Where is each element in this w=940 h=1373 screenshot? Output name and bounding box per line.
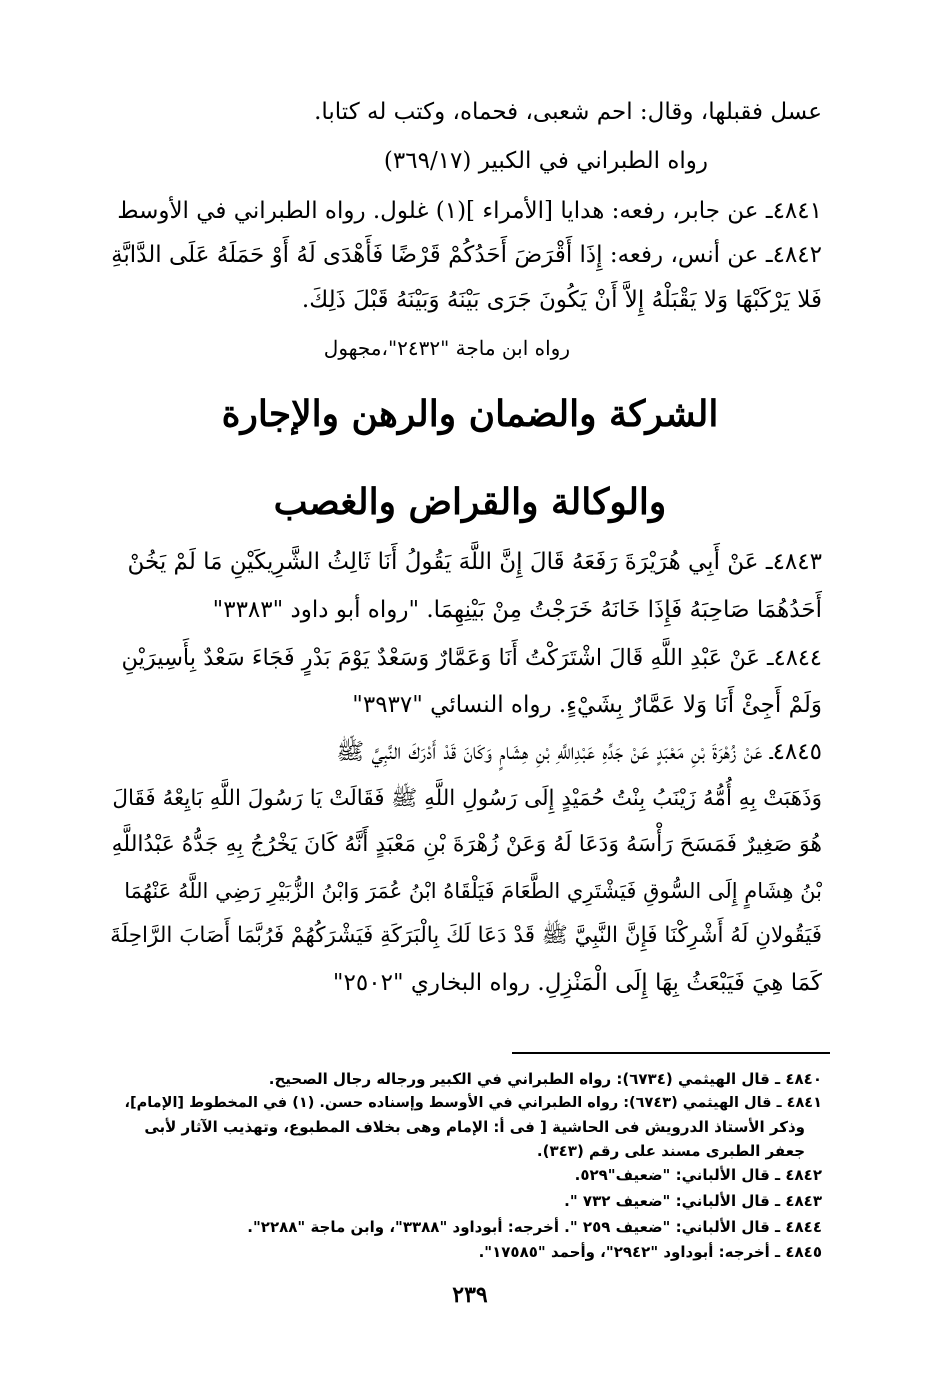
footnote-4842: ٤٨٤٢ ـ قال الألباني: "ضعيف"٥٢٩. <box>574 1166 822 1184</box>
text-line: عسل فقبلها، وقال: احم شعبى، فحماه، وكتب له كتابا. <box>314 99 822 125</box>
citation-line: رواه الطبراني في الكبير (٣٦٩/١٧) <box>383 148 708 174</box>
hadith-4844: ٤٨٤٤ـ عَنْ عَبْدِ اللَّهِ قَالَ اشْتَرَكْتُ أَنَا وَعَمَّارٌ وَسَعْدٌ يَوْمَ بَدْرٍ فَجَاءَ سَعْدٌ بِأَسِيرَيْنِ <box>121 645 822 671</box>
text-line: فَلا يَرْكَبْهَا وَلا يَقْبَلْهُ إِلاَّ أَنْ يَكُونَ جَرَى بَيْنَهُ وَبَيْنَهُ قَبْلَ ذَلِكَ. <box>301 287 822 313</box>
footnote-4841: ٤٨٤١ ـ قال الهيثمي (٦٧٤٣): رواه الطبراني في الأوسط وإسناده حسن. (١) في المخطوط [الإمام]، <box>124 1095 822 1111</box>
text-line: بْنُ هِشَامٍ إِلَى السُّوقِ فَيَشْتَرِي الطَّعَامَ فَيَلْقَاهُ ابْنُ عُمَرَ وَابْنُ الزُّبَيْرِ رَضِي اللَّهُ عَنْهُمَا <box>124 879 822 903</box>
chapter-heading-line-2: والوكالة والقراض والغصب <box>273 481 667 523</box>
text-line: وَلَمْ أَجِئْ أَنَا وَلا عَمَّارٌ بِشَيْءٍ. رواه النسائي "٣٩٣٧" <box>352 692 822 718</box>
hadith-4841: ٤٨٤١ـ عن جابر، رفعه: هدايا [الأمراء ](١) غلول. رواه الطبراني في الأوسط <box>117 198 822 224</box>
text-line: وَذَهَبَتْ بِهِ أُمُّهُ زَيْنَبُ بِنْتُ حُمَيْدٍ إِلَى رَسُولِ اللَّهِ ﷺ فَقَالَتْ يَا رَسُولَ اللَّهِ بَايِعْهُ فَقَالَ <box>112 786 822 811</box>
hadith-4843: ٤٨٤٣ـ عَنْ أَبِي هُرَيْرَةَ رَفَعَهُ قَالَ إِنَّ اللَّهَ يَقُولُ أَنَا ثَالِثُ الشَّرِيكَيْنِ مَا لَمْ يَخُنْ <box>127 549 822 575</box>
footnote-text: وذكر الأستاذ الدرويش فى الحاشية [ فى أ: الإمام وهى بخلاف المطبوع، وتهذيب الآثار لأبى <box>144 1118 805 1136</box>
footnote-4844: ٤٨٤٤ ـ قال الألباني: "ضعيف ٢٥٩ ". أخرجه: أبوداود "٣٣٨٨"، وابن ماجة "٢٢٨٨". <box>247 1218 822 1236</box>
footnote-4840: ٤٨٤٠ ـ قال الهيثمي (٦٧٣٤): رواه الطبراني في الكبير ورجاله رجال الصحيح. <box>268 1070 822 1088</box>
footnote-4843: ٤٨٤٣ ـ قال الألباني: "ضعيف ٧٣٢ ". <box>564 1192 822 1210</box>
chapter-heading-line-1: الشركة والضمان والرهن والإجارة <box>221 393 719 435</box>
footnote-divider <box>512 1052 830 1054</box>
text-line: فَيَقُولانِ لَهُ أَشْرِكْنَا فَإِنَّ النَّبِيَّ ﷺ قَدْ دَعَا لَكَ بِالْبَرَكَةِ فَيَشْرَكُهُمْ فَرُبَّمَا أَصَابَ الرَّاحِلَةَ <box>110 923 822 948</box>
hadith-4842: ٤٨٤٢ـ عن أنس، رفعه: إِذَا أَقْرَضَ أَحَدُكُمْ قَرْضًا فَأَهْدَى لَهُ أَوْ حَمَلَهُ عَلَى الدَّابَّةِ <box>111 242 822 268</box>
footnote-4845: ٤٨٤٥ ـ أخرجه: أبوداود "٢٩٤٢"، وأحمد "١٧٥٨٥". <box>478 1243 822 1261</box>
footnote-text: جعفر الطبرى مسند على رقم (٣٤٣). <box>536 1142 805 1160</box>
text-line: أَحَدُهُمَا صَاحِبَهُ فَإِذَا خَانَهُ خَرَجْتُ مِنْ بَيْنِهِمَا. "رواه أبو داود "٣٣٨٣" <box>212 597 822 623</box>
text-line: كَمَا هِيَ فَيَبْعَثُ بِهَا إِلَى الْمَنْزِلِ. رواه البخاري "٢٥٠٢" <box>332 970 822 996</box>
citation-line: رواه ابن ماجة "٢٤٣٢"،مجهول <box>323 336 570 360</box>
text-line: هُوَ صَغِيرٌ فَمَسَحَ رَأْسَهُ وَدَعَا لَهُ وَعَنْ زُهْرَةَ بْنِ مَعْبَدٍ أَنَّهُ كَانَ يَخْرُجُ بِهِ جَدُّهُ عَبْدُاللَّهِ <box>111 832 822 857</box>
hadith-4845: ٤٨٤٥ـ عَنْ زُهْرَةَ بْنِ مَعْبَدٍ عَنْ جَدِّهِ عَبْدِاللَّهِ بْنِ هِشَامٍ وَكَانَ قَدْ أَدْرَكَ النَّبِيَّ ﷺ <box>336 739 822 765</box>
page-number: ٢٣٩ <box>452 1282 488 1308</box>
